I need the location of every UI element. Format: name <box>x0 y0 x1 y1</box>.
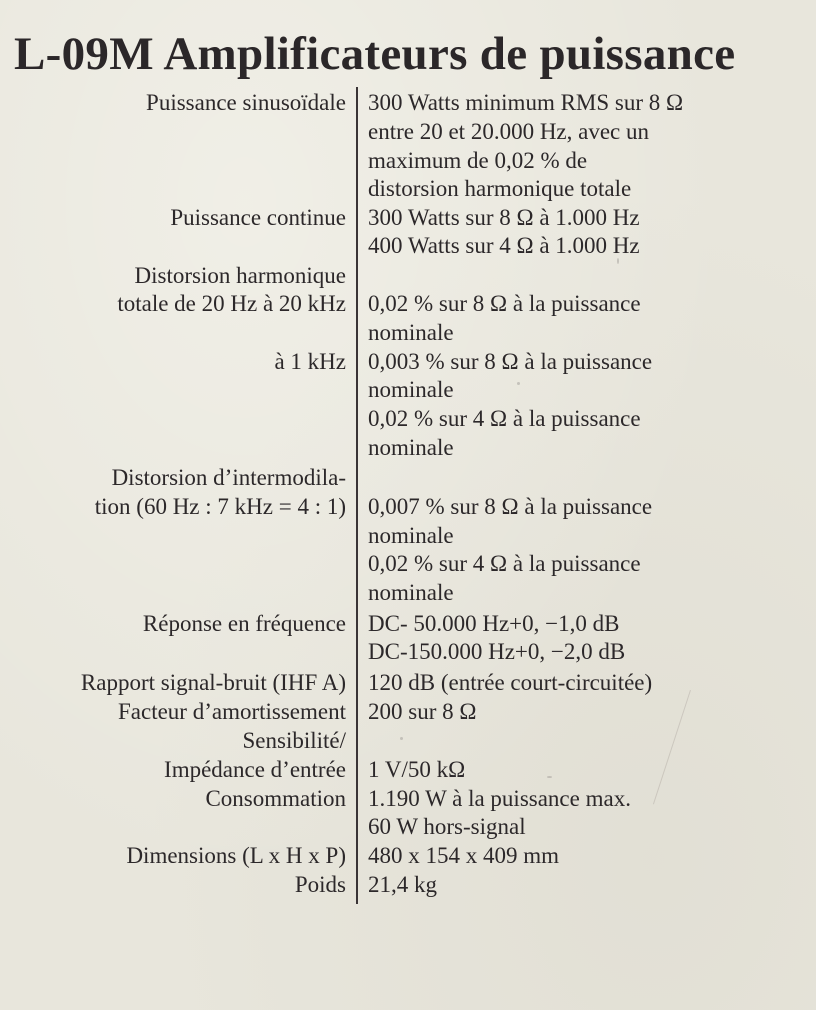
spec-value: nominale <box>368 377 454 402</box>
spec-value: 300 Watts sur 8 Ω à 1.000 Hz <box>368 205 640 230</box>
spec-value: nominale <box>368 580 454 605</box>
spec-value: 0,02 % sur 8 Ω à la puissance <box>368 291 641 316</box>
spec-value: 21,4 kg <box>368 872 437 897</box>
paper-scratch <box>653 690 691 804</box>
spec-label: Poids <box>294 872 346 897</box>
spec-label: Distorsion harmonique <box>134 263 346 288</box>
paper-speck <box>547 776 552 778</box>
spec-value: 0,02 % sur 4 Ω à la puissance <box>368 551 641 576</box>
spec-label: Réponse en fréquence <box>142 611 346 636</box>
spec-value: 0,02 % sur 4 Ω à la puissance <box>368 406 641 431</box>
spec-label: tion (60 Hz : 7 kHz = 4 : 1) <box>94 494 346 519</box>
spec-label: Impédance d’entrée <box>164 757 346 782</box>
document-title: L-09M Amplificateurs de puissance <box>14 28 736 80</box>
spec-label: Puissance continue <box>170 205 346 230</box>
spec-value: maximum de 0,02 % de <box>368 148 588 173</box>
spec-value: 0,003 % sur 8 Ω à la puissance <box>368 349 653 374</box>
paper-speck <box>400 737 403 740</box>
spec-value: 120 dB (entrée court-circuitée) <box>368 670 653 695</box>
spec-value: 1.190 W à la puissance max. <box>368 786 631 811</box>
spec-value: distorsion harmonique totale <box>368 176 632 201</box>
spec-label: Consommation <box>205 786 346 811</box>
spec-label: Distorsion d’intermodila- <box>111 465 346 490</box>
spec-value: nominale <box>368 320 454 345</box>
spec-label: totale de 20 Hz à 20 kHz <box>117 291 346 316</box>
spec-label: Dimensions (L x H x P) <box>126 843 346 868</box>
spec-value: 400 Watts sur 4 Ω à 1.000 Hz <box>368 233 640 258</box>
spec-value: 0,007 % sur 8 Ω à la puissance <box>368 494 653 519</box>
spec-label: Rapport signal-bruit (IHF A) <box>80 670 346 695</box>
spec-label: à 1 kHz <box>274 349 346 374</box>
paper-speck <box>517 382 520 385</box>
spec-value: nominale <box>368 523 454 548</box>
spec-value: nominale <box>368 435 454 460</box>
spec-label: Puissance sinusoïdale <box>146 90 346 115</box>
spec-value: DC- 50.000 Hz+0, −1,0 dB <box>368 611 620 636</box>
spec-value: DC-150.000 Hz+0, −2,0 dB <box>368 639 626 664</box>
spec-value: 1 V/50 kΩ <box>368 757 466 782</box>
column-divider <box>356 87 358 904</box>
spec-value: 200 sur 8 Ω <box>368 699 477 724</box>
spec-label: Sensibilité/ <box>242 728 346 753</box>
spec-value: entre 20 et 20.000 Hz, avec un <box>368 119 650 144</box>
spec-label: Facteur d’amortissement <box>117 699 346 724</box>
spec-value: 300 Watts minimum RMS sur 8 Ω <box>368 90 684 115</box>
spec-value: 480 x 154 x 409 mm <box>368 843 560 868</box>
spec-value: 60 W hors-signal <box>368 814 526 839</box>
